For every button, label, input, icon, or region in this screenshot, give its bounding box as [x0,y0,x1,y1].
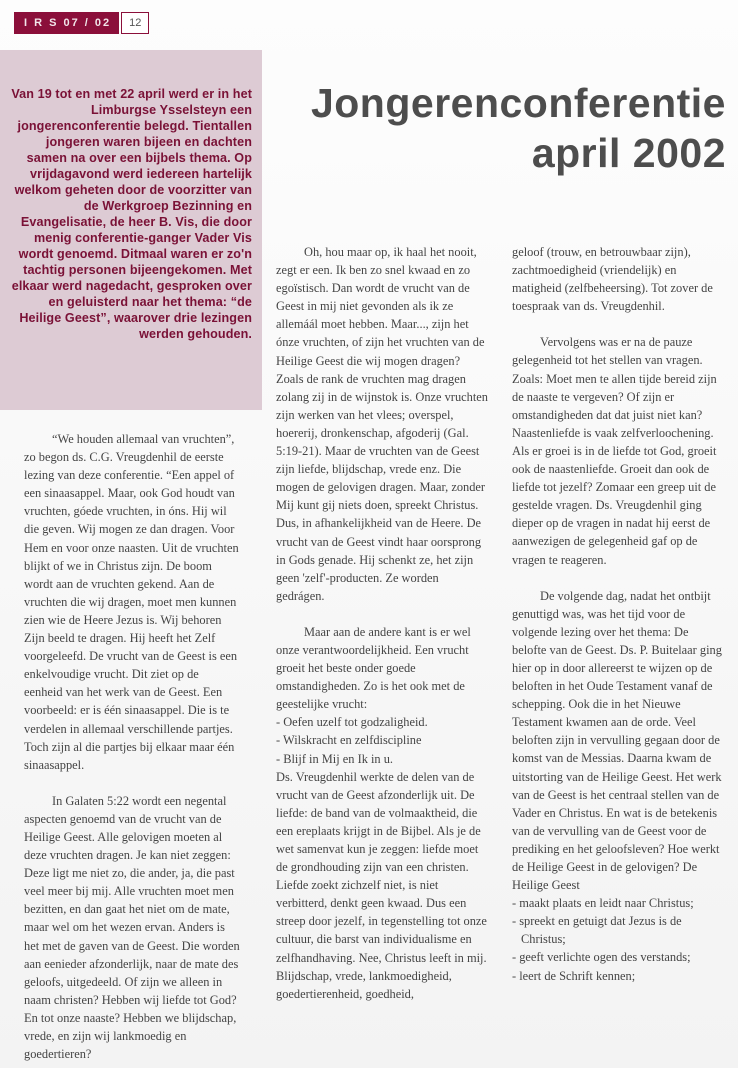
list-item: - Wilskracht en zelfdiscipline [276,733,422,748]
list-item: - Oefen uzelf tot godzaligheid. [276,715,428,730]
paragraph: Oh, hou maar op, ik haal het nooit, zegt er een. Ik ben zo snel kwaad en zo egoïstisch. Dan wordt de vrucht van de Geest in mij niet gevonden als ik ze allemáál moet hebben. Maar..., zijn het ónze vruchten, of zijn het vruchten van de Heilige Geest die wij mogen dragen? Zoals de rank de vruchten mag dragen zolang zij in de wijnstok is. Onze vruchten zijn werken van het vlees; overspel, hoererij, dronkenschap, afgoderij (Gal. 5:19-21). Maar de vruchten van de Geest zijn liefde, blijdschap, vrede enz. Die mogen de gelovigen dragen. Maar, zonder Mij kunt gij niets doen, spreekt Christus. Dus, in afhankelijkheid van de Heere. De vrucht van de Geest vindt haar oorsprong in Gods genade. Hij schenkt ze, het zijn geen 'zelf'-producten. Ze worden gedrágen. [276,245,488,603]
article-title [286,78,726,178]
paragraph: Ds. Vreugdenhil werkte de delen van de vrucht van de Geest afzonderlijk uit. De liefde: de band van de volmaaktheid, die een ereplaats krijgt in de Bijbel. Als je de wet samenvat kun je zeggen: liefde moet de grondhouding zijn van een christen. Liefde zoekt zichzelf niet, is niet verbitterd, denkt geen kwaad. Dus een streep door jezelf, in tegenstelling tot onze cultuur, die barst van individualisme en zelfhandhaving. Nee, Christus leeft in mij. Blijdschap, vrede, lankmoedigheid, goedertierenheid, goedheid, [276,769,487,1001]
list-item: - Blijf in Mij en Ik in u. [276,751,394,766]
page-number: 12 [121,12,149,34]
list-item: - geeft verlichte ogen des verstands; [512,950,691,965]
text-column-2 [276,243,490,1003]
paragraph: De volgende dag, nadat het ontbijt genuttigd was, was het tijd voor de volgende lezing over het thema: De belofte van de Geest. Ds. P. Buitelaar ging hier op in door allereerst te wijzen op de beloften in het Oude Testament vanaf de schepping. Ook die in het Nieuwe Testament kwamen aan de orde. Veel beloften zijn in vervulling gegaan door de komst van de Messias. Daarna kwam de uitstorting van de Heilige Geest. Het werk van de Geest is het centraal stellen van de Vader en Christus. En wat is de betekenis van de vervulling van de Geest voor de prediking en het geloofsleven? Hoe werkt de Heilige Geest in de gelovigen? De Heilige Geest [512,588,722,893]
title-line-2: april 2002 [531,130,726,176]
list-item: - maakt plaats en leidt naar Christus; [512,896,694,911]
list-item: - leert de Schrift kennen; [512,968,636,983]
list-item: - spreekt en getuigt dat Jezus is de Christus; [512,914,682,947]
title-line-1: Jongerenconferentie [310,80,726,126]
journal-label: I R S 07 / 02 [14,12,119,34]
text-column-1 [24,430,240,1063]
paragraph: In Galaten 5:22 wordt een negental aspecten genoemd van de vrucht van de Heilige Geest. Alle gelovigen moeten al deze vruchten dragen. Je kan niet zeggen: Deze ligt me niet zo, die ander, ja, die past veel meer bij mij. Alle vruchten moet men bezitten, en dan gaat het niet om de mate, maar wel om het wezen ervan. Anders is het met de gaven van de Geest. Die worden aan eenieder afzonderlijk, naar de mate des geloofs, uitgedeeld. Of zijn we alleen in naam christen? Hebben wij liefde tot God? En tot onze naaste? Hebben we blijdschap, vrede, en zijn wij lankmoedig en goedertieren? [24,793,240,1062]
text-column-3 [512,243,722,985]
paragraph: “We houden allemaal van vruchten”, zo begon ds. C.G. Vreugdenhil de eerste lezing van deze conferentie. “Een appel of een sinaasappel. Maar, ook God houdt van vruchten, góede vruchten, in óns. Hij wil die geven. Wij mogen ze dan dragen. Voor Hem en voor onze naasten. Uit de vruchten blijkt of we in Christus zijn. De boom wordt aan de vruchten gekend. Aan de vruchten die wij dragen, moet men kunnen zien wie de Heere Jezus is. Wij behoren Zijn beeld te dragen. Hij heeft het Zelf voorgeleefd. De vrucht van de Geest is een enkelvoudige vrucht. Dit ziet op de eenheid van het werk van de Geest. Een voorbeeld: er is één sinaasappel. Die is te verdelen in allemaal verschillende partjes. Toch zijn al die partjes bij elkaar maar één sinaasappel. [24,432,239,772]
paragraph: geloof (trouw, en betrouwbaar zijn), zachtmoedigheid (vriendelijk) en matigheid (zelfbeheersing). Tot zover de toespraak van ds. Vreugdenhil. [512,245,713,314]
paragraph: Vervolgens was er na de pauze gelegenheid tot het stellen van vragen. Zoals: Moet men te allen tijde bereid zijn de naaste te vergeven? Of zijn er omstandigheden dat dat juist niet kan? Naastenliefde is vaak zelfverloochening. Als er groei is in de liefde tot God, groeit ook de naastenliefde. Groeit dan ook de liefde tot jezelf? Zomaar een greep uit de gestelde vragen. Ds. Vreugdenhil ging dieper op de vragen in nadat hij eerst de aanwezigen de gelegenheid gaf op de vragen te reageren. [512,335,717,567]
paragraph: Maar aan de andere kant is er wel onze verantwoordelijkheid. Een vrucht groeit het beste onder goede omstandigheden. Zo is het ook met de geestelijke vrucht: [276,624,471,712]
intro-text: Van 19 tot en met 22 april werd er in het Limburgse Ysselsteyn een jongerenconferentie belegd. Tientallen jongeren waren bijeen en dachten samen na over een bijbels thema. Op vrijdagavond werd iedereen hartelijk welkom geheten door de voorzitter van de Werkgroep Bezinning en Evangelisatie, de heer B. Vis, die door menig conferentie-ganger Vader Vis wordt genoemd. Ditmaal waren er zo'n tachtig personen bijeengekomen. Met elkaar werd nagedacht, gesproken over en geluisterd naar het thema: “de Heilige Geest”, waarover drie lezingen werden gehouden. [11,87,252,341]
page-header [14,10,149,36]
